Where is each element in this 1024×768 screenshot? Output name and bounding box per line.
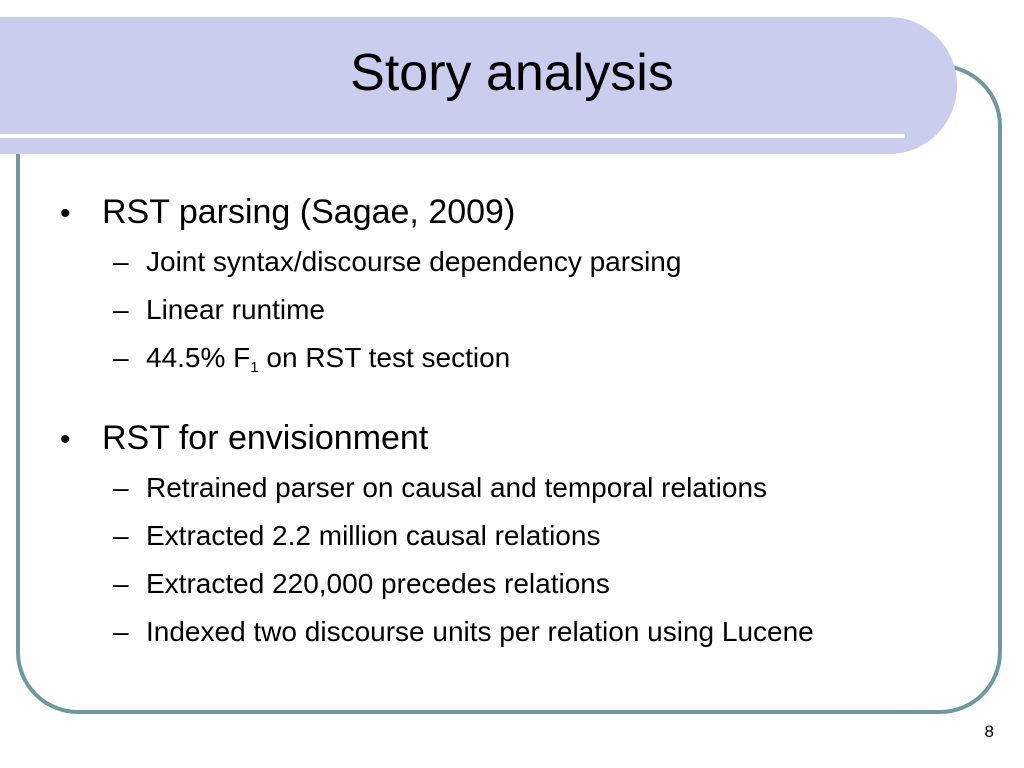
dash-marker: – [113,520,129,551]
sub-bullet-text: Extracted 220,000 precedes relations [146,568,610,599]
sub-bullet-text: Linear runtime [146,294,325,325]
dash-marker: – [113,472,129,503]
sub-bullet-text: Indexed two discourse units per relation using Lucene [146,616,814,647]
sub-bullet-item [60,286,980,334]
title-divider [0,134,905,138]
bullet-marker: • [60,423,71,456]
bullet-item [60,414,980,462]
bullet-list [60,188,980,688]
bullet-item [60,188,980,236]
sub-bullet-item [60,334,980,382]
sub-bullet-list [60,238,980,382]
dash-marker: – [113,568,129,599]
sub-bullet-list [60,464,980,656]
bullet-group-2 [60,414,980,656]
sub-bullet-text: Retrained parser on causal and temporal relations [146,472,768,503]
sub-bullet-item [60,464,980,512]
bullet-group-1 [60,188,980,382]
dash-marker: – [113,342,129,373]
sub-bullet-item [60,560,980,608]
sub-bullet-item [60,512,980,560]
sub-bullet-item [60,238,980,286]
slide-title: Story analysis [350,44,674,102]
dash-marker: – [113,616,129,647]
f1-suffix: on RST test section [258,342,511,373]
f1-prefix: 44.5% F [146,342,251,373]
dash-marker: – [113,294,129,325]
page-number: 8 [984,722,994,741]
bullet-text: RST for envisionment [102,419,429,457]
bullet-text: RST parsing (Sagae, 2009) [102,193,516,231]
sub-bullet-item [60,608,980,656]
f1-subscript: 1 [250,359,259,376]
sub-bullet-text [146,334,510,392]
sub-bullet-text: Extracted 2.2 million causal relations [146,520,601,551]
sub-bullet-text: Joint syntax/discourse dependency parsing [146,246,682,277]
bullet-marker: • [60,197,71,230]
dash-marker: – [113,246,129,277]
